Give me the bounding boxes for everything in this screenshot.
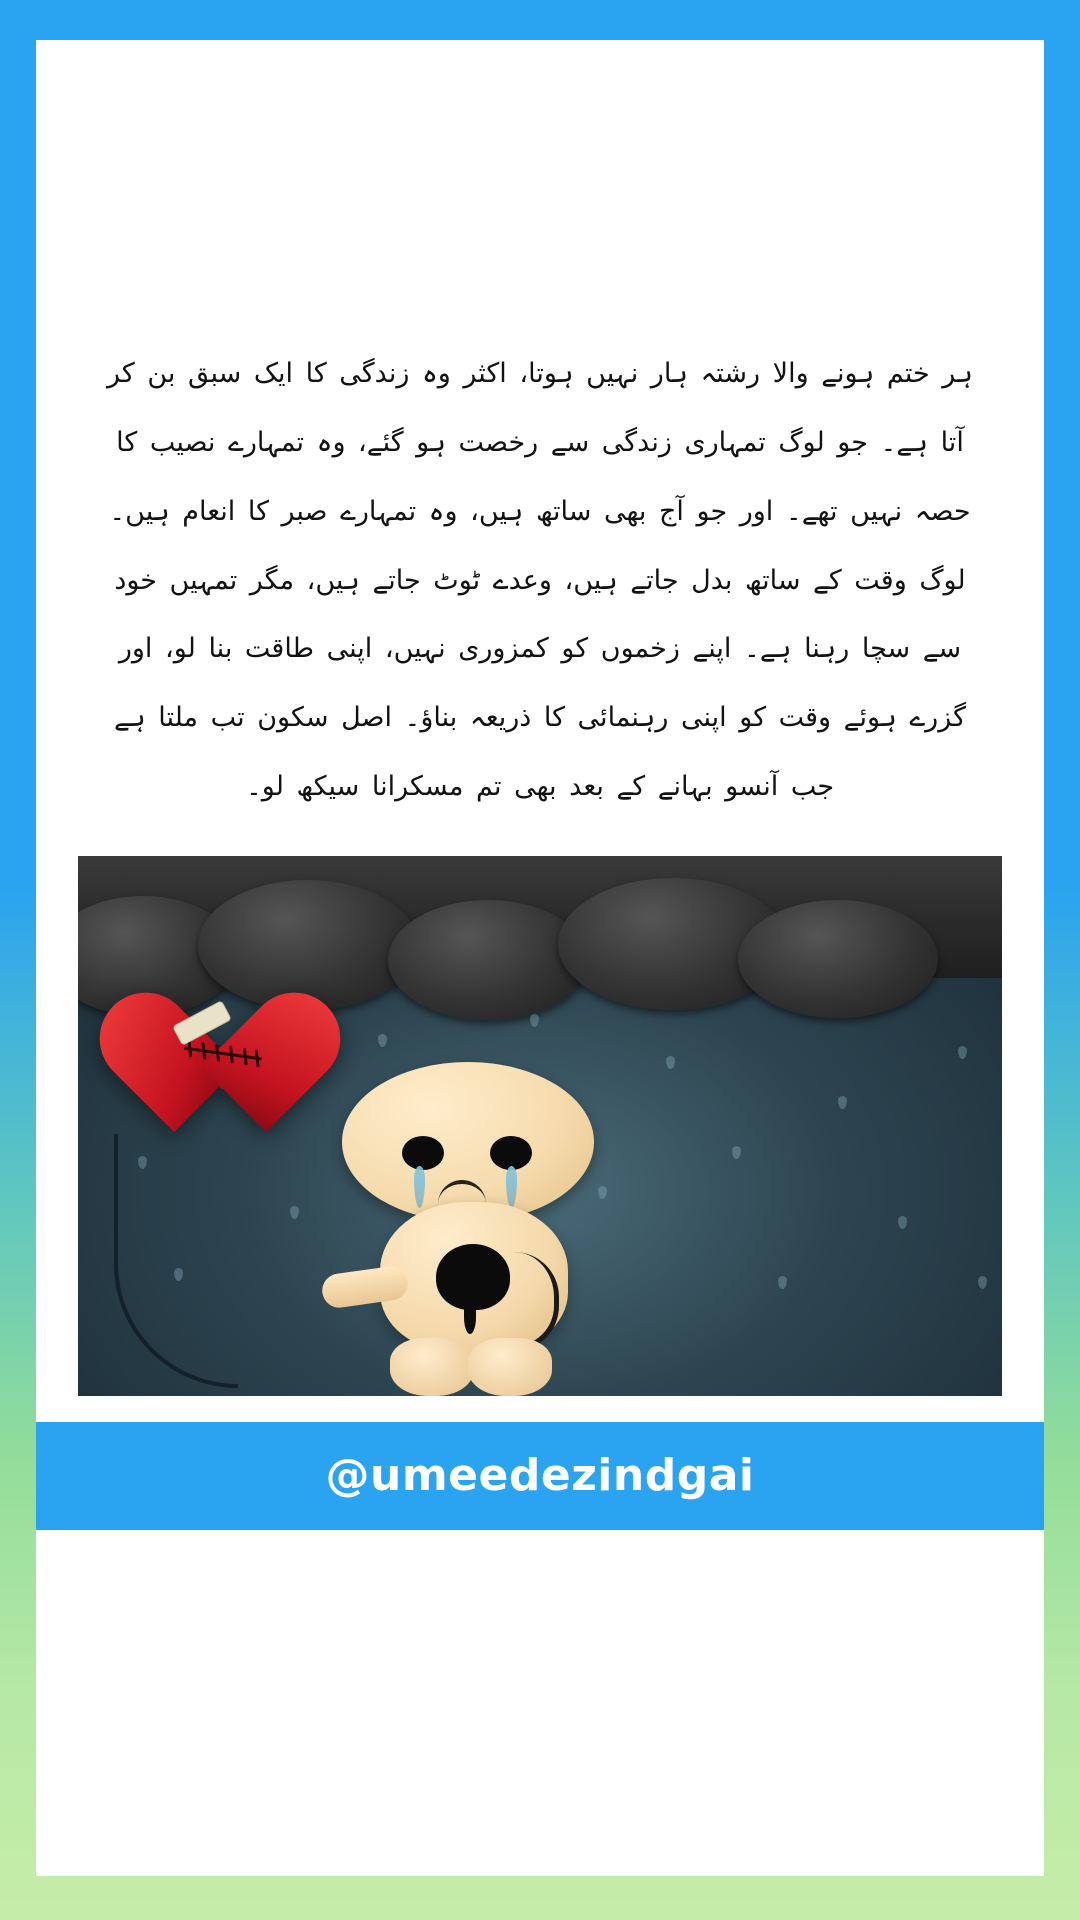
quote-text: ہر ختم ہونے والا رشتہ ہار نہیں ہوتا، اکثر وہ زندگی کا ایک سبق بن کر آتا ہے۔ جو لوگ تمہاری زندگی سے رخصت ہو گئے، وہ تمہارے نصیب کا حصہ نہیں تھے۔ اور جو آج بھی ساتھ ہیں، وہ تمہارے صبر کا انعام ہیں۔ لوگ وقت کے ساتھ بدل جاتے ہیں، وعدے ٹوٹ جاتے ہیں، مگر تمہیں خود سے سچا رہنا ہے۔ اپنے زخموں کو کمزوری نہیں، اپنی طاقت بنا لو، اور گزرے ہوئے وقت کو اپنی رہنمائی کا ذریعہ بناؤ۔ اصل سکون تب ملتا ہے جب آنسو بہانے کے بعد بھی تم مسکرانا سیکھ لو۔ (107, 358, 973, 803)
raindrop-icon (290, 1206, 299, 1219)
raindrop-icon (378, 1034, 387, 1047)
raindrop-icon (898, 1216, 907, 1229)
doll-leg-left (390, 1338, 474, 1396)
doll-eye-left (402, 1136, 444, 1170)
quote-block (36, 40, 1044, 846)
bottom-spacer (36, 1530, 1044, 1876)
raindrop-icon (778, 1276, 787, 1289)
raindrop-icon (978, 1276, 987, 1289)
balloon-string (114, 1134, 238, 1388)
raindrop-icon (666, 1056, 675, 1069)
illustration-image (78, 856, 1002, 1396)
account-handle[interactable]: @umeedezindgai (325, 1450, 755, 1502)
cloud-lobe-icon (738, 900, 938, 1018)
cloud-lobe-icon (388, 900, 588, 1020)
crying-doll-figure (318, 1062, 618, 1392)
content-card (36, 40, 1044, 1876)
doll-leg-right (468, 1338, 552, 1396)
raindrop-icon (958, 1046, 967, 1059)
illustration-wrap (36, 846, 1044, 1396)
broken-heart-balloon-icon (130, 986, 306, 1146)
heart-hole-icon (436, 1244, 510, 1310)
footer-handle-bar (36, 1422, 1044, 1530)
raindrop-icon (732, 1146, 741, 1159)
raindrop-icon (530, 1014, 539, 1027)
doll-eye-right (490, 1136, 532, 1170)
cloud-band (78, 856, 1002, 978)
raindrop-icon (838, 1096, 847, 1109)
